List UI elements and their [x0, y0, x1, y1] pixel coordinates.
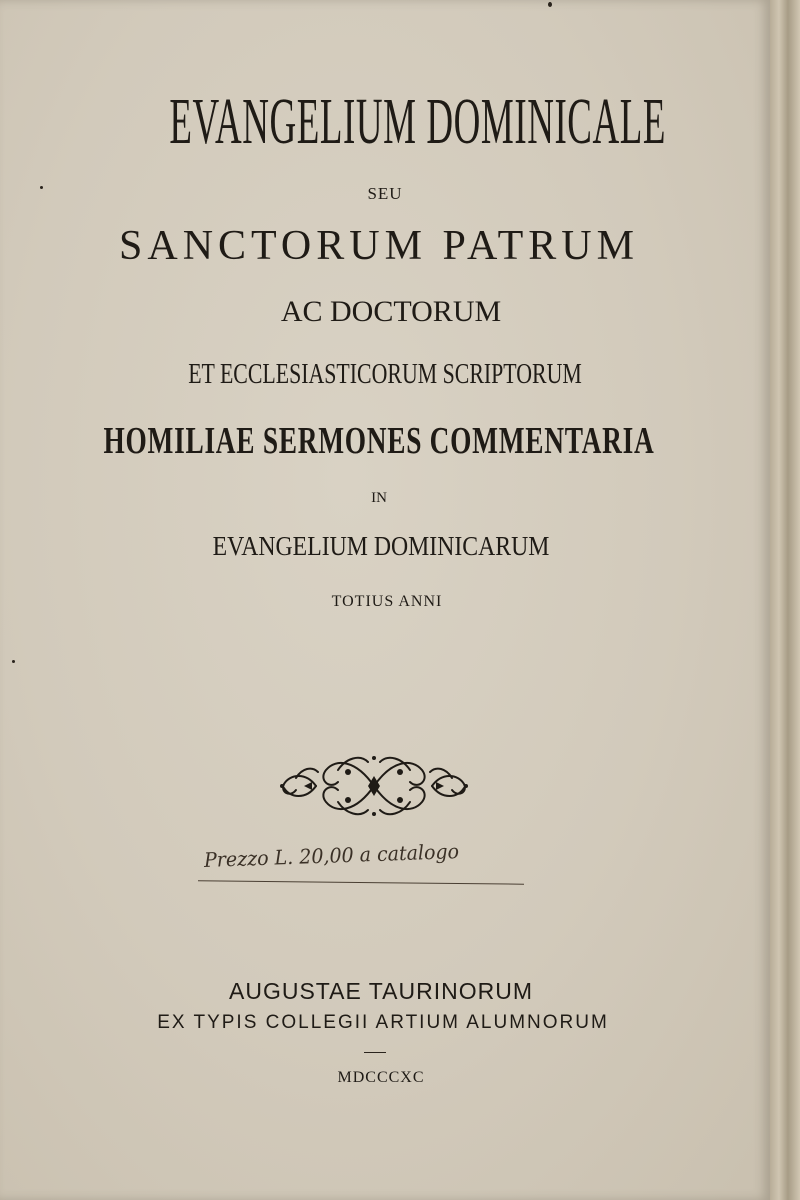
handwritten-underline [198, 880, 524, 884]
book-title: EVANGELIUM DOMINICALE [169, 85, 667, 158]
title-connector: SEU [367, 184, 403, 203]
page-edges [770, 0, 800, 1200]
subtitle-homiliae: HOMILIAE SERMONES COMMENTARIA [103, 420, 655, 462]
subtitle-doctorum: AC DOCTORUM [280, 295, 502, 328]
handwritten-price-note [198, 838, 528, 898]
subtitle-sanctorum: SANCTORUM PATRUM [119, 223, 639, 269]
imprint-divider [364, 1052, 386, 1053]
imprint-printer: EX TYPIS COLLEGII ARTIUM ALUMNORUM [157, 1012, 609, 1033]
paper-speck [548, 2, 552, 7]
handwritten-note-text: Prezzo L. 20,00 a catalogo [203, 839, 460, 872]
fleuron-ornament-icon [276, 750, 472, 822]
subtitle-in: IN [371, 490, 387, 506]
subtitle-scriptorum: ET ECCLESIASTICORUM SCRIPTORUM [188, 359, 582, 390]
paper-speck [12, 660, 15, 663]
imprint-year: MDCCCXC [337, 1069, 425, 1086]
imprint-place: AUGUSTAE TAURINORUM [229, 978, 533, 1004]
paper-speck [40, 186, 43, 189]
subtitle-totius-anni: TOTIUS ANNI [331, 593, 443, 610]
subtitle-dominicarum: EVANGELIUM DOMINICARUM [212, 531, 550, 561]
